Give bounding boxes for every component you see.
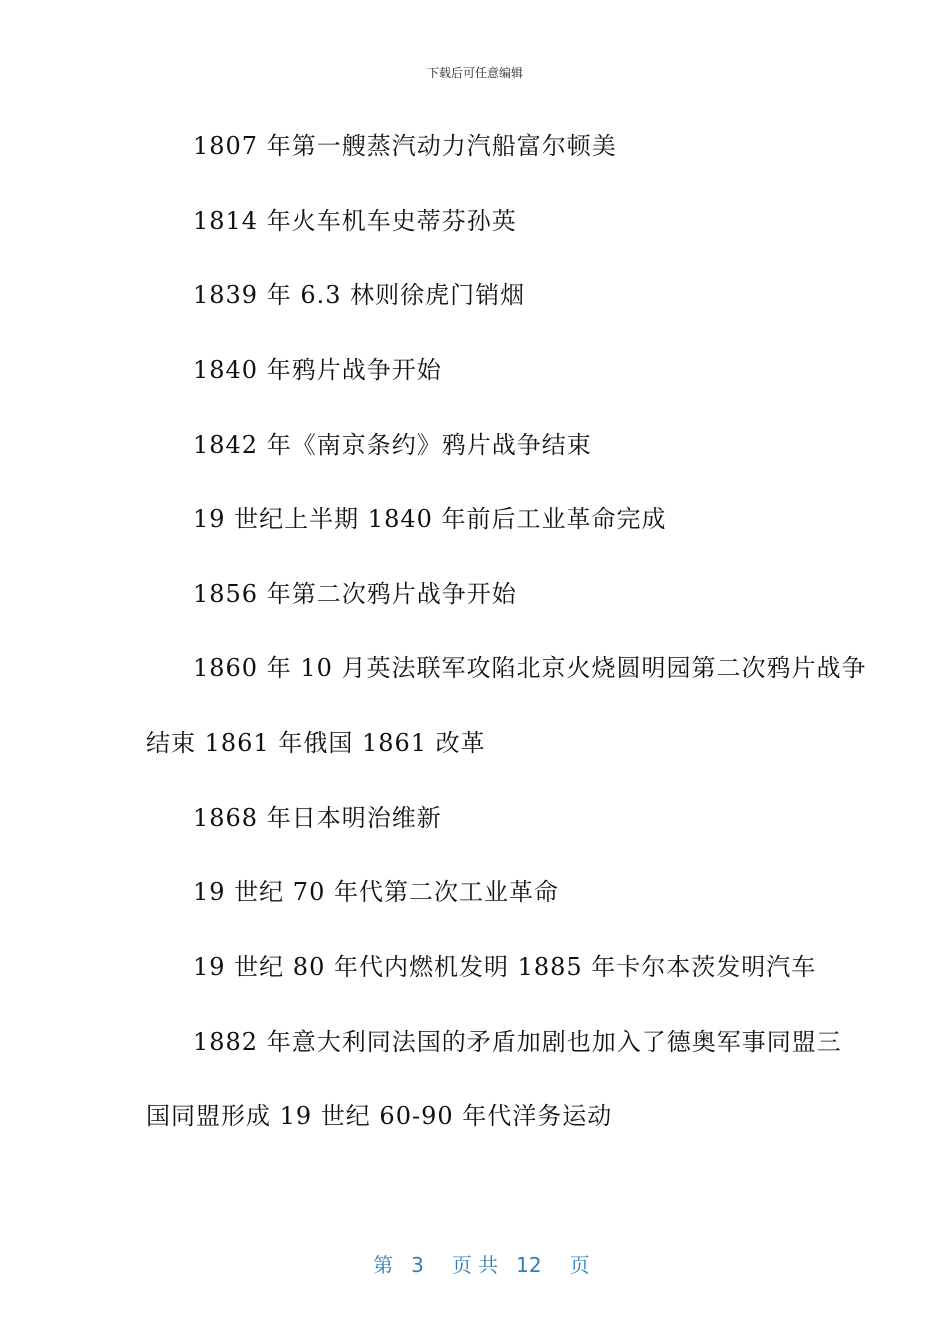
footer-suffix: 页 — [569, 1253, 590, 1277]
text-line: 1842 年《南京条约》鸦片战争结束 — [193, 431, 592, 459]
text-line: 19 世纪 70 年代第二次工业革命 — [193, 878, 559, 906]
text-line: 1868 年日本明治维新 — [193, 804, 442, 832]
page-header-note: 下载后可任意编辑 — [426, 66, 523, 80]
footer-middle: 页 共 — [451, 1253, 499, 1277]
text-line: 19 世纪上半期 1840 年前后工业革命完成 — [193, 505, 667, 533]
text-line: 1840 年鸦片战争开始 — [193, 356, 442, 384]
text-line: 1814 年火车机车史蒂芬孙英 — [193, 207, 517, 235]
text-line: 国同盟形成 19 世纪 60-90 年代洋务运动 — [146, 1102, 613, 1130]
footer-current-page: 3 — [411, 1253, 424, 1277]
text-line: 19 世纪 80 年代内燃机发明 1885 年卡尔本茨发明汽车 — [193, 953, 817, 981]
footer-prefix: 第 — [373, 1253, 394, 1277]
text-line: 1856 年第二次鸦片战争开始 — [193, 580, 517, 608]
page-footer — [0, 1225, 950, 1278]
text-line: 1860 年 10 月英法联军攻陷北京火烧圆明园第二次鸦片战争 — [193, 654, 867, 682]
text-line: 1882 年意大利同法国的矛盾加剧也加入了德奥军事同盟三 — [193, 1028, 842, 1056]
text-line: 1839 年 6.3 林则徐虎门销烟 — [193, 281, 526, 309]
text-line: 1807 年第一艘蒸汽动力汽船富尔顿美 — [193, 132, 617, 160]
footer-total-pages: 12 — [516, 1253, 542, 1277]
text-line: 结束 1861 年俄国 1861 改革 — [146, 729, 486, 757]
